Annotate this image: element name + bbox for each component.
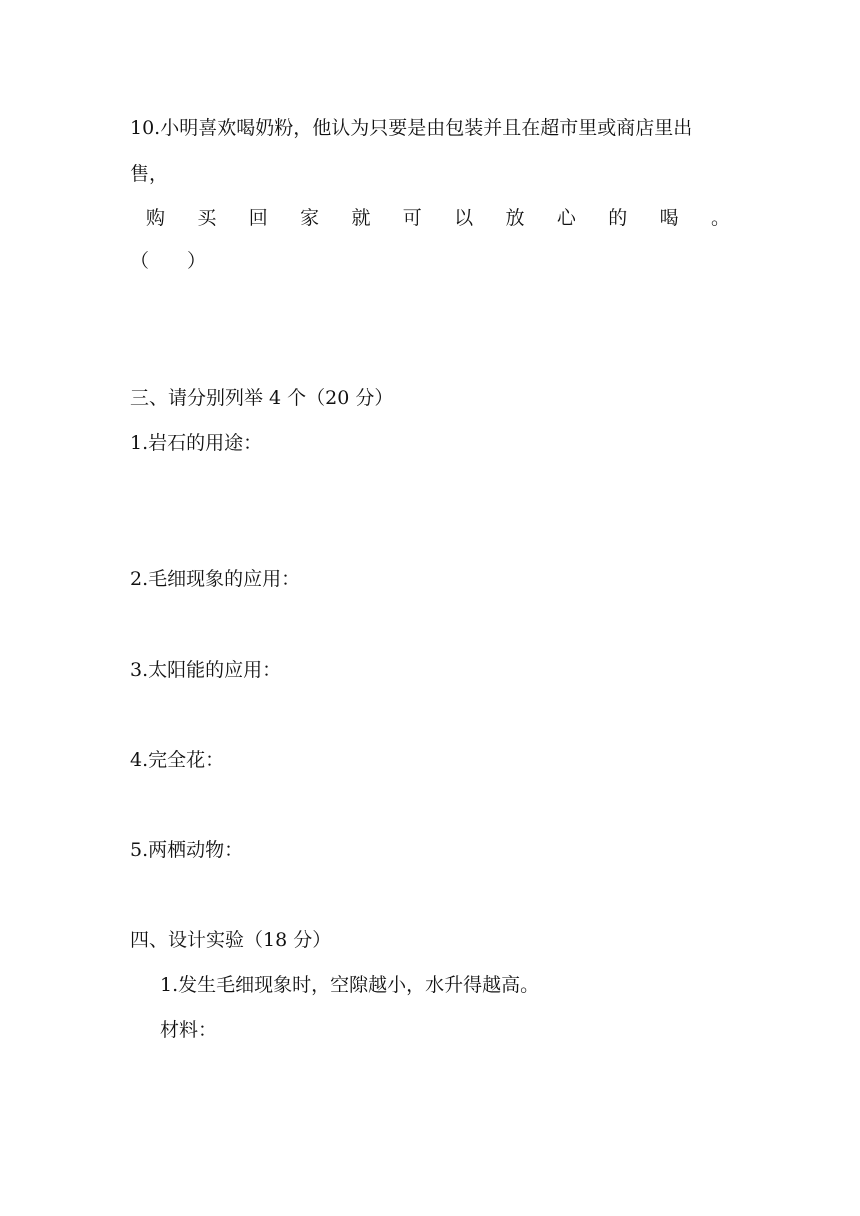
answer-parentheses: （ ） bbox=[130, 250, 207, 272]
materials-label: 材料： bbox=[160, 1019, 218, 1041]
section-4-item-1: 1.发生毛细现象时，空隙越小，水升得越高。 bbox=[160, 974, 540, 996]
spread-char: 回 bbox=[248, 207, 268, 229]
spread-char: 买 bbox=[197, 207, 217, 229]
spread-char: 以 bbox=[454, 207, 474, 229]
question-10-line-1: 10.小明喜欢喝奶粉，他认为只要是由包装并且在超市里或商店里出 bbox=[130, 117, 693, 139]
section-3-item-5: 5.两栖动物： bbox=[130, 839, 244, 861]
spread-char: 的 bbox=[608, 207, 628, 229]
spread-char: 放 bbox=[505, 207, 525, 229]
spread-char: 购 bbox=[146, 207, 166, 229]
spread-char: 。 bbox=[710, 207, 730, 229]
spread-char: 可 bbox=[402, 207, 422, 229]
question-10-line-2: 售， bbox=[130, 163, 169, 185]
section-3-item-3: 3.太阳能的应用： bbox=[130, 659, 282, 681]
section-3-item-2: 2.毛细现象的应用： bbox=[130, 568, 301, 590]
spread-char: 就 bbox=[351, 207, 371, 229]
spread-char: 喝 bbox=[659, 207, 679, 229]
section-3-item-4: 4.完全花： bbox=[130, 749, 225, 771]
section-3-item-1: 1.岩石的用途： bbox=[130, 432, 263, 454]
spread-char: 家 bbox=[300, 207, 320, 229]
section-4-heading: 四、设计实验（18 分） bbox=[130, 929, 332, 951]
question-10-line-3 bbox=[146, 206, 730, 230]
spread-char: 心 bbox=[556, 207, 576, 229]
section-3-heading: 三、请分别列举 4 个（20 分） bbox=[130, 387, 394, 409]
